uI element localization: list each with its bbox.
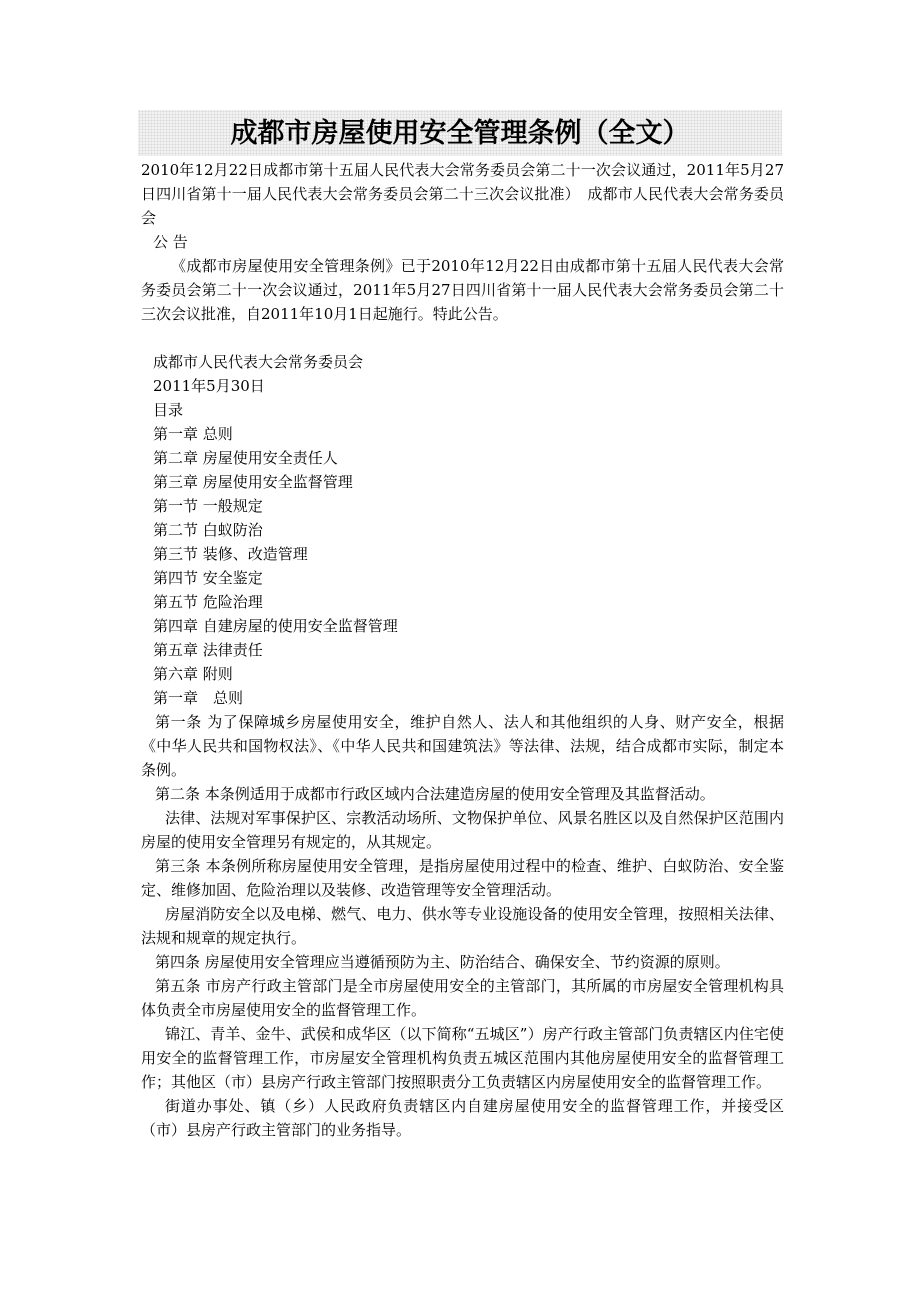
article-paragraph: 第四条 房屋使用安全管理应当遵循预防为主、防治结合、确保安全、节约资源的原则。	[155, 953, 730, 971]
article-paragraph: 第二条 本条例适用于成都市行政区域内合法建造房屋的使用安全管理及其监督活动。	[155, 785, 715, 803]
article-paragraph: 第五条 市房产行政主管部门是全市房屋使用安全的主管部门，其所属的市房屋安全管理机构具体负责全市房屋使用安全的监督管理工作。	[141, 977, 784, 1019]
document-body	[141, 158, 784, 1142]
notice-paragraph: 《成都市房屋使用安全管理条例》已于2010年12月22日由成都市第十五届人民代表大会常务委员会第二十一次会议通过，2011年5月27日四川省第十一届人民代表大会常务委员会第二十三次会议批准，自2011年10月1日起施行。特此公告。	[141, 257, 784, 323]
toc-item: 第三章 房屋使用安全监督管理	[153, 473, 353, 491]
toc-item: 第五章 法律责任	[153, 641, 263, 659]
article-paragraph: 法律、法规对军事保护区、宗教活动场所、文物保护单位、风景名胜区以及自然保护区范围内房屋的使用安全管理另有规定的，从其规定。	[141, 809, 784, 851]
toc-heading: 目录	[153, 401, 184, 419]
chapter-heading: 第一章 总则	[153, 689, 244, 707]
signatory: 成都市人民代表大会常务委员会	[153, 353, 364, 371]
toc-item: 第四节 安全鉴定	[153, 569, 263, 587]
article-paragraph: 锦江、青羊、金牛、武侯和成华区（以下简称“五城区”）房产行政主管部门负责辖区内住宅使用安全的监督管理工作，市房屋安全管理机构负责五城区范围内其他房屋使用安全的监督管理工作；其他区（市）县房产行政主管部门按照职责分工负责辖区内房屋使用安全的监督管理工作。	[141, 1025, 784, 1091]
toc-item: 第三节 装修、改造管理	[153, 545, 308, 563]
notice-heading: 公 告	[153, 233, 188, 251]
article-paragraph: 街道办事处、镇（乡）人民政府负责辖区内自建房屋使用安全的监督管理工作，并接受区（市）县房产行政主管部门的业务指导。	[141, 1097, 784, 1139]
toc-item: 第四章 自建房屋的使用安全监督管理	[153, 617, 398, 635]
blank-line	[141, 326, 784, 350]
toc-item: 第六章 附则	[153, 665, 233, 683]
toc-item: 第二节 白蚁防治	[153, 521, 263, 539]
article-paragraph: 房屋消防安全以及电梯、燃气、电力、供水等专业设施设备的使用安全管理，按照相关法律、法规和规章的规定执行。	[141, 905, 784, 947]
document-title: 成都市房屋使用安全管理条例（全文）	[230, 118, 690, 149]
article-paragraph: 第一条 为了保障城乡房屋使用安全，维护自然人、法人和其他组织的人身、财产安全，根据《中华人民共和国物权法》、《中华人民共和国建筑法》等法律、法规，结合成都市实际，制定本条例。	[141, 713, 784, 779]
sign-date: 2011年5月30日	[153, 377, 265, 395]
intro-paragraph: 2010年12月22日成都市第十五届人民代表大会常务委员会第二十一次会议通过，2011年5月27日四川省第十一届人民代表大会常务委员会第二十三次会议批准） 成都市人民代表大会常务委员会	[141, 161, 784, 227]
toc-item: 第二章 房屋使用安全责任人	[153, 449, 338, 467]
article-paragraph: 第三条 本条例所称房屋使用安全管理，是指房屋使用过程中的检查、维护、白蚁防治、安全鉴定、维修加固、危险治理以及装修、改造管理等安全管理活动。	[141, 857, 784, 899]
toc-item: 第一节 一般规定	[153, 497, 263, 515]
toc-item: 第一章 总则	[153, 425, 233, 443]
toc-item: 第五节 危险治理	[153, 593, 263, 611]
